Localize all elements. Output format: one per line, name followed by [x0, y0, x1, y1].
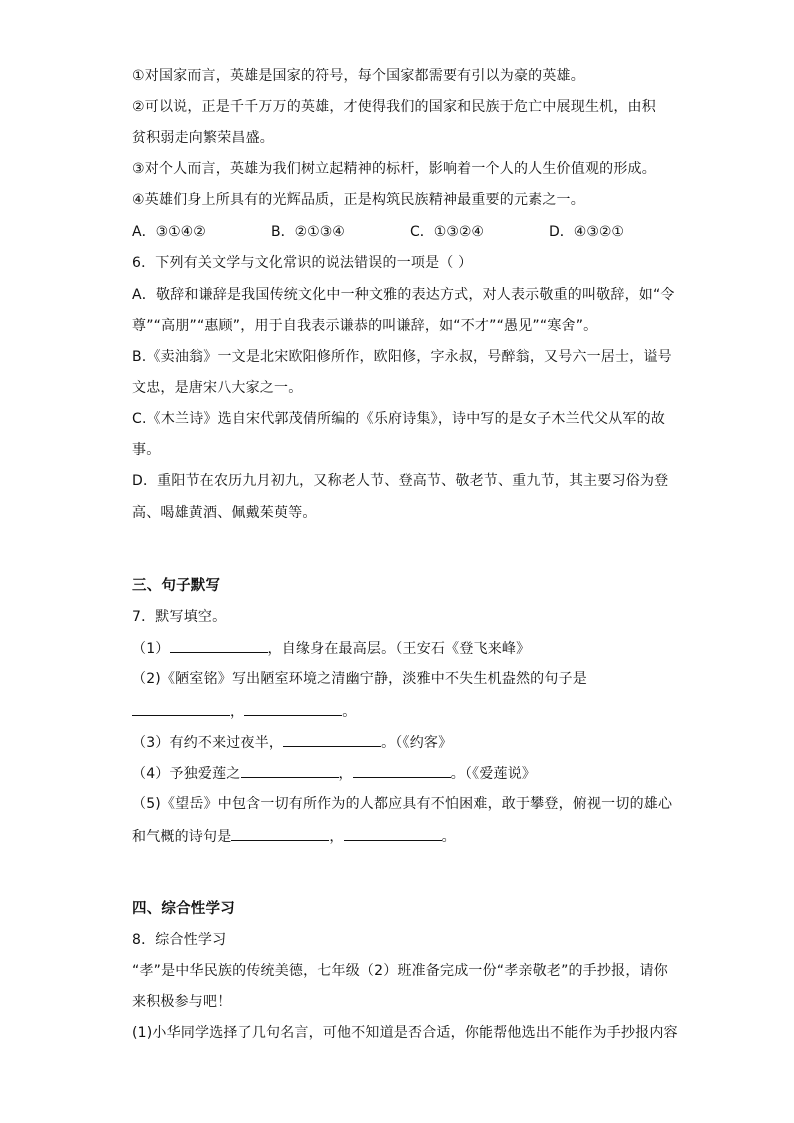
q5-sentence-1: ①对国家而言，英雄是国家的符号，每个国家都需要有引以为豪的英雄。 — [132, 68, 585, 84]
q7-item-1 — [132, 638, 530, 659]
q7-item-1-prefix: （1） — [132, 641, 170, 657]
q7-item-5-blank-2[interactable] — [344, 826, 442, 841]
q8-part-1: (1)小华同学选择了几句名言，可他不知道是否合适，你能帮他选出不能作为手抄报内容 — [132, 1025, 678, 1041]
q5-sentence-2a: ②可以说，正是千千万万的英雄，才使得我们的国家和民族于危亡中展现生机，由积 — [132, 99, 656, 115]
q7-item-4-suffix: 。（《爱莲说》 — [450, 766, 537, 782]
q7-item-2-line2 — [132, 701, 356, 722]
q7-item-5-line2 — [132, 826, 456, 847]
q7-item-2-end: 。 — [342, 704, 357, 720]
q7-item-3-suffix: 。（《约客》 — [381, 735, 453, 751]
q7-item-4 — [132, 763, 536, 784]
q7-item-3 — [132, 732, 452, 753]
q7-item-5-separator: ， — [329, 829, 344, 845]
q7-item-5-prefix: 和气概的诗句是 — [132, 829, 232, 845]
q7-item-2-blank-2[interactable] — [244, 701, 342, 716]
q7-item-2-separator: ， — [230, 704, 245, 720]
q7-item-5-blank-1[interactable] — [231, 826, 329, 841]
q7-item-4-blank-1[interactable] — [241, 763, 339, 778]
q6-stem: 6．下列有关文学与文化常识的说法错误的一项是（ ） — [132, 255, 473, 271]
section-3-title: 三、句子默写 — [132, 578, 221, 594]
q5-option-b: B．②①③④ — [271, 224, 345, 240]
q7-item-4-blank-2[interactable] — [353, 763, 451, 778]
q6-option-a-line1: A．敬辞和谦辞是我国传统文化中一种文雅的表达方式，对人表示敬重的叫敬辞，如“令 — [132, 287, 675, 303]
q5-option-d: D．④③②① — [549, 224, 624, 240]
q7-item-3-prefix: （3）有约不来过夜半， — [132, 735, 284, 751]
q7-item-1-blank[interactable] — [170, 638, 268, 653]
q5-option-c: C．①③②④ — [410, 224, 484, 240]
q6-option-b-line2: 文忠，是唐宋八大家之一。 — [132, 380, 303, 396]
q6-option-c-line1: C.《木兰诗》选自宋代郭茂倩所编的《乐府诗集》，诗中写的是女子木兰代父从军的故 — [132, 411, 666, 427]
q5-sentence-3: ③对个人而言，英雄为我们树立起精神的标杆，影响着一个人的人生价值观的形成。 — [132, 161, 656, 177]
q8-intro-line2: 来积极参与吧！ — [132, 994, 232, 1010]
q6-option-c-line2: 事。 — [132, 442, 161, 458]
q7-item-1-suffix: ，自缘身在最高层。（王安石《登飞来峰》 — [267, 641, 531, 657]
q5-sentence-4: ④英雄们身上所具有的光辉品质，正是构筑民族精神最重要的元素之一。 — [132, 192, 585, 208]
q6-option-a-line2: 尊”“高朋”“惠顾”，用于自我表示谦恭的叫谦辞，如“不才”“愚见”“寒舍”。 — [132, 318, 598, 334]
q7-item-2-blank-1[interactable] — [132, 701, 230, 716]
q5-sentence-2b: 贫积弱走向繁荣昌盛。 — [132, 130, 274, 146]
q7-item-4-prefix: （4）予独爱莲之 — [132, 766, 241, 782]
q7-item-2-line1: （2)《陋室铭》写出陋室环境之清幽宁静，淡雅中不失生机盎然的句子是 — [132, 671, 587, 687]
q8-intro-line1: “孝”是中华民族的传统美德，七年级（2）班准备完成一份“孝亲敬老”的手抄报，请你 — [132, 963, 668, 979]
q8-stem: 8．综合性学习 — [132, 932, 227, 948]
q6-option-d-line1: D．重阳节在农历九月初九，又称老人节、登高节、敬老节、重九节，其主要习俗为登 — [132, 473, 669, 489]
section-4-title: 四、综合性学习 — [132, 901, 235, 917]
q7-item-5-end: 。 — [441, 829, 456, 845]
q7-item-3-blank[interactable] — [283, 732, 381, 747]
q6-option-d-line2: 高、喝雄黄酒、佩戴茱萸等。 — [132, 505, 317, 521]
q5-option-a: A．③①④② — [132, 224, 206, 240]
q7-stem: 7．默写填空。 — [132, 609, 227, 625]
q6-option-b-line1: B.《卖油翁》一文是北宋欧阳修所作，欧阳修，字永叔，号醉翁，又号六一居士，谥号 — [132, 349, 672, 365]
q7-item-4-separator: ， — [338, 766, 353, 782]
q7-item-5-line1: （5)《望岳》中包含一切有所作为的人都应具有不怕困难，敢于攀登，俯视一切的雄心 — [132, 796, 673, 812]
